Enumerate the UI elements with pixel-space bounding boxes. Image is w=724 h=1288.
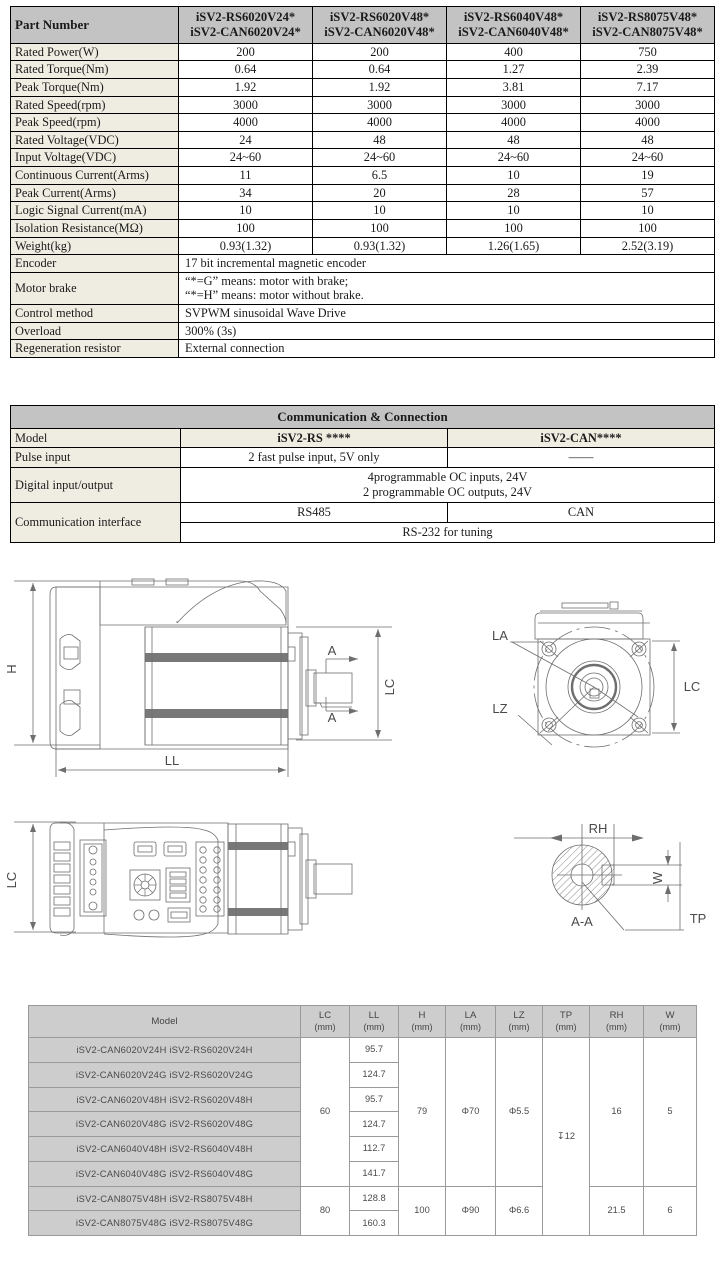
comm-digital-label: Digital input/output [11,468,181,503]
dim-header-tp [543,1006,590,1038]
dim-model-7: iSV2-CAN8075V48G iSV2-RS8075V48G [29,1211,301,1236]
spec-value-10-3: 100 [581,219,715,237]
spec-value-11-2: 1.26(1.65) [447,237,581,255]
spec-value-11-3: 2.52(3.19) [581,237,715,255]
spec-value-2-0: 1.92 [179,78,313,96]
dim-header-la-unit: (mm) [460,1021,481,1032]
spec-label-encoder: Encoder [11,255,179,273]
dim-la-group-60: Φ70 [446,1038,496,1187]
spec-col3-line2: iSV2-CAN8075V48* [592,24,703,39]
spec-col0-line2: iSV2-CAN6020V24* [190,24,301,39]
dimension-label-tp: TP [689,911,707,926]
spec-col0-line1: iSV2-RS6020V24* [195,10,296,24]
table-row [11,167,715,185]
table-row [11,114,715,132]
spec-value-10-0: 100 [179,219,313,237]
dim-w-group-60: 5 [644,1038,697,1187]
spec-label-5: Rated Voltage(VDC) [11,131,179,149]
dimension-label-ll: LL [164,753,180,768]
drawing-front-view [452,565,724,780]
comm-pulse-can: —— [448,448,715,468]
table-row [11,149,715,167]
spec-value-7-1: 6.5 [313,167,447,185]
spec-value-0-1: 200 [313,43,447,61]
dim-header-rh-name: RH [609,1010,624,1021]
dim-lz-group-60: Φ5.5 [496,1038,543,1187]
spec-label-1: Rated Torque(Nm) [11,61,179,79]
spec-value-8-3: 57 [581,184,715,202]
spec-value-6-3: 24~60 [581,149,715,167]
dim-header-row [29,1006,697,1038]
spec-label-3: Rated Speed(rpm) [11,96,179,114]
spec-value-motor-brake [179,272,715,304]
dim-header-h-unit: (mm) [411,1021,433,1032]
dim-ll-7: 160.3 [350,1211,399,1236]
table-row [11,255,715,273]
drawing-top-view [0,790,430,940]
spec-value-11-0: 0.93(1.32) [179,237,313,255]
dimension-label-w: W [650,871,665,885]
drawing-side-view [0,565,430,780]
dim-header-w-unit: (mm) [659,1021,681,1032]
comm-digital-value [181,468,715,503]
dimension-label-lc-front: LC [683,679,701,694]
dim-header-rh-unit: (mm) [606,1021,627,1032]
table-row [11,503,715,523]
comm-interface-can: CAN [448,503,715,523]
spec-value-5-2: 48 [447,131,581,149]
spec-label-10: Isolation Resistance(MΩ) [11,219,179,237]
dimension-label-lz: LZ [492,701,508,716]
dimension-label-h: H [4,664,19,674]
comm-model-rs: iSV2-RS **** [181,428,448,448]
table-row [11,96,715,114]
spec-value-4-2: 4000 [447,114,581,132]
dim-header-lc-unit: (mm) [314,1021,336,1032]
dim-header-lz-unit: (mm) [508,1021,530,1032]
part-number-header: Part Number [11,7,179,44]
dim-header-la-name: LA [464,1010,477,1021]
dim-lc-group-60: 60 [301,1038,350,1187]
spec-value-11-1: 0.93(1.32) [313,237,447,255]
dimension-label-rh: RH [588,821,608,836]
spec-label-overload: Overload [11,322,179,340]
dim-ll-3: 124.7 [350,1112,399,1137]
dim-ll-4: 112.7 [350,1137,399,1162]
spec-header-row [11,7,715,44]
dim-h-group-60: 79 [399,1038,446,1187]
table-row [29,1186,697,1211]
spec-value-7-0: 11 [179,167,313,185]
table-row [11,428,715,448]
dim-h-group-80: 100 [399,1186,446,1236]
comm-interface-rs: RS485 [181,503,448,523]
dim-header-w-name: W [665,1010,675,1021]
dimension-label-la: LA [492,628,508,643]
digital-io-line1: 4programmable OC inputs, 24V [367,470,528,485]
spec-value-4-0: 4000 [179,114,313,132]
table-row [11,202,715,220]
spec-value-6-0: 24~60 [179,149,313,167]
dim-header-w [644,1006,697,1038]
section-marker-a-top: A [327,643,337,658]
spec-col1-line1: iSV2-RS6020V48* [329,10,430,24]
dim-la-group-80: Φ90 [446,1186,496,1236]
spec-value-8-2: 28 [447,184,581,202]
comm-pulse-rs: 2 fast pulse input, 5V only [181,448,448,468]
spec-value-4-3: 4000 [581,114,715,132]
dim-tp-number: 12 [564,1130,576,1141]
spec-value-8-1: 20 [313,184,447,202]
spec-value-encoder: 17 bit incremental magnetic encoder [179,255,715,273]
spec-column-header-2 [447,7,581,44]
dim-header-ll-unit: (mm) [363,1021,385,1032]
table-row [11,322,715,340]
table-row [11,305,715,323]
table-row [29,1038,697,1063]
table-row [11,61,715,79]
comm-title-row [11,406,715,429]
spec-value-1-2: 1.27 [447,61,581,79]
depth-symbol-icon: ↧ [556,1130,565,1142]
dim-model-6: iSV2-CAN8075V48H iSV2-RS8075V48H [29,1186,301,1211]
comm-interface-tuning: RS-232 for tuning [181,522,715,542]
spec-value-5-1: 48 [313,131,447,149]
spec-label-motor-brake: Motor brake [11,272,179,304]
spec-value-1-1: 0.64 [313,61,447,79]
spec-value-9-3: 10 [581,202,715,220]
dim-lz-group-80: Φ6.6 [496,1186,543,1236]
dim-header-rh [590,1006,644,1038]
spec-value-5-3: 48 [581,131,715,149]
dim-header-tp-name: TP [559,1010,573,1021]
spec-value-regen-resistor: External connection [179,340,715,358]
comm-table-title: Communication & Connection [11,406,715,429]
dim-model-0: iSV2-CAN6020V24H iSV2-RS6020V24H [29,1038,301,1063]
spec-label-regen-resistor: Regeneration resistor [11,340,179,358]
spec-value-1-0: 0.64 [179,61,313,79]
spec-col2-line2: iSV2-CAN6040V48* [458,24,569,39]
dim-model-4: iSV2-CAN6040V48H iSV2-RS6040V48H [29,1137,301,1162]
table-row [11,237,715,255]
table-row [11,448,715,468]
spec-value-5-0: 24 [179,131,313,149]
spec-value-2-2: 3.81 [447,78,581,96]
dim-header-ll [350,1006,399,1038]
spec-label-4: Peak Speed(rpm) [11,114,179,132]
spec-label-7: Continuous Current(Arms) [11,167,179,185]
dim-w-group-80: 6 [644,1186,697,1236]
dim-header-lc [301,1006,350,1038]
dim-tp-value [543,1038,590,1236]
dim-model-1: iSV2-CAN6020V24G iSV2-RS6020V24G [29,1062,301,1087]
spec-label-8: Peak Current(Arms) [11,184,179,202]
dim-model-2: iSV2-CAN6020V48H iSV2-RS6020V48H [29,1087,301,1112]
communication-connection-table [10,405,715,543]
dimension-label-lc-side: LC [382,678,397,696]
dim-lc-group-80: 80 [301,1186,350,1236]
dim-header-la [446,1006,496,1038]
spec-label-6: Input Voltage(VDC) [11,149,179,167]
digital-io-line2: 2 programmable OC outputs, 24V [363,485,532,500]
dim-header-h-name: H [418,1010,426,1021]
dim-rh-group-60: 16 [590,1038,644,1187]
dim-header-lc-name: LC [318,1010,332,1021]
motor-brake-line1: “*=G” means: motor with brake; [185,273,349,288]
table-row [11,340,715,358]
spec-value-0-3: 750 [581,43,715,61]
dimension-label-lc-top: LC [4,871,19,889]
section-marker-a-bottom: A [327,710,337,725]
dim-ll-2: 95.7 [350,1087,399,1112]
dim-header-h [399,1006,446,1038]
spec-label-control-method: Control method [11,305,179,323]
dim-ll-5: 141.7 [350,1161,399,1186]
spec-value-9-2: 10 [447,202,581,220]
table-row [11,78,715,96]
dim-ll-6: 128.8 [350,1186,399,1211]
spec-value-7-3: 19 [581,167,715,185]
spec-value-9-1: 10 [313,202,447,220]
spec-value-10-1: 100 [313,219,447,237]
dim-ll-1: 124.7 [350,1062,399,1087]
table-row [11,272,715,304]
spec-value-9-0: 10 [179,202,313,220]
spec-value-3-2: 3000 [447,96,581,114]
table-row [11,131,715,149]
dim-header-model: Model [29,1006,301,1038]
spec-value-3-1: 3000 [313,96,447,114]
spec-value-0-0: 200 [179,43,313,61]
spec-col2-line1: iSV2-RS6040V48* [463,10,564,24]
table-row [11,468,715,503]
comm-interface-label: Communication interface [11,503,181,543]
drawing-section-aa [452,790,724,940]
dim-header-ll-name: LL [368,1010,380,1021]
spec-label-11: Weight(kg) [11,237,179,255]
spec-value-10-2: 100 [447,219,581,237]
table-row [11,184,715,202]
section-label-aa: A-A [571,914,593,929]
spec-label-2: Peak Torque(Nm) [11,78,179,96]
dim-ll-0: 95.7 [350,1038,399,1063]
table-row [11,219,715,237]
dim-header-lz [496,1006,543,1038]
dim-header-lz-name: LZ [513,1010,525,1021]
dim-model-5: iSV2-CAN6040V48G iSV2-RS6040V48G [29,1161,301,1186]
table-row [11,43,715,61]
spec-value-3-0: 3000 [179,96,313,114]
spec-column-header-0 [179,7,313,44]
spec-col1-line2: iSV2-CAN6020V48* [324,24,435,39]
dimension-table [28,1005,697,1236]
spec-value-8-0: 34 [179,184,313,202]
comm-model-can: iSV2-CAN**** [448,428,715,448]
spec-value-3-3: 3000 [581,96,715,114]
dim-model-3: iSV2-CAN6020V48G iSV2-RS6020V48G [29,1112,301,1137]
dim-rh-group-80: 21.5 [590,1186,644,1236]
spec-value-6-2: 24~60 [447,149,581,167]
spec-column-header-3 [581,7,715,44]
specification-table [10,6,715,358]
dim-header-tp-unit: (mm) [555,1021,577,1032]
comm-pulse-label: Pulse input [11,448,181,468]
spec-value-7-2: 10 [447,167,581,185]
spec-value-4-1: 4000 [313,114,447,132]
spec-value-0-2: 400 [447,43,581,61]
spec-value-2-3: 7.17 [581,78,715,96]
spec-value-overload: 300% (3s) [179,322,715,340]
spec-value-1-3: 2.39 [581,61,715,79]
spec-column-header-1 [313,7,447,44]
spec-col3-line1: iSV2-RS8075V48* [597,10,698,24]
spec-value-6-1: 24~60 [313,149,447,167]
comm-model-label: Model [11,428,181,448]
spec-label-0: Rated Power(W) [11,43,179,61]
spec-value-control-method: SVPWM sinusoidal Wave Drive [179,305,715,323]
spec-label-9: Logic Signal Current(mA) [11,202,179,220]
spec-value-2-1: 1.92 [313,78,447,96]
motor-brake-line2: “*=H” means: motor without brake. [185,288,364,303]
